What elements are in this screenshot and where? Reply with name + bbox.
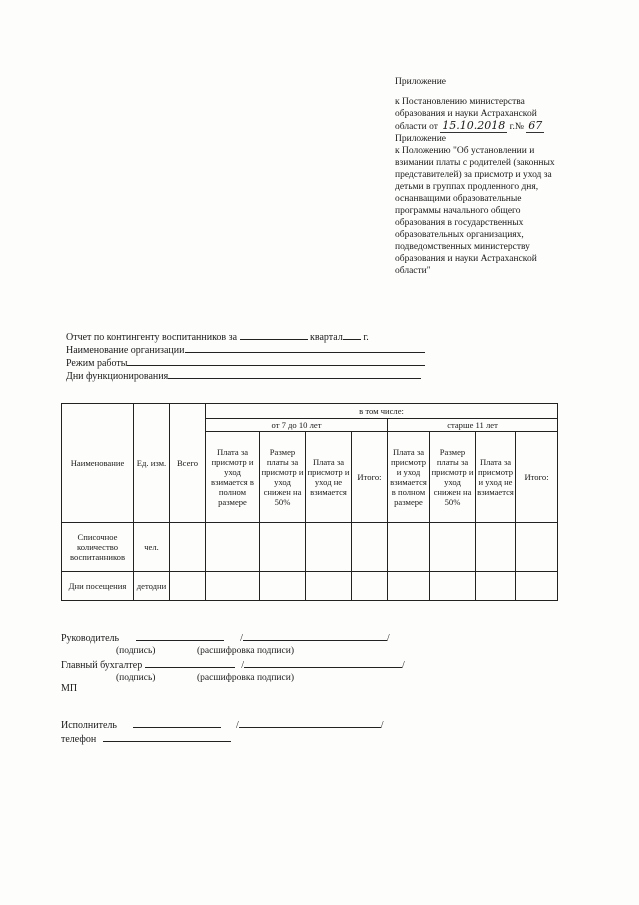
row1-unit: чел. (134, 523, 170, 572)
including-header: в том числе: (206, 404, 558, 419)
head-signature-line: Руководитель / / (61, 630, 390, 645)
days-line (66, 368, 421, 383)
appendix-body-line: взимании платы с родителей (законных (395, 158, 555, 168)
group-7-10-header: от 7 до 10 лет (206, 418, 388, 431)
table-cell[interactable] (430, 523, 476, 572)
table-cell[interactable] (388, 571, 430, 600)
phone-blank[interactable] (103, 731, 231, 742)
phone-label: телефон (61, 734, 97, 745)
row1-name: Списочное количество воспитанников (62, 523, 134, 572)
appendix-line: к Постановлению министерства (395, 97, 525, 107)
appendix-body-line: детьми в группах продленного дня, (395, 182, 539, 192)
year-label: г. (363, 332, 369, 343)
accountant-signature-line: Главный бухгалтер / / (61, 657, 405, 672)
g2-none-header: Плата за присмотр и уход не взимается (476, 431, 516, 522)
executor-line: Исполнитель / / (61, 717, 384, 732)
table-cell[interactable] (260, 523, 306, 572)
days-blank[interactable] (168, 368, 421, 379)
appendix-number-label: г.№ (509, 122, 524, 132)
org-blank[interactable] (185, 342, 425, 353)
table-cell[interactable] (352, 523, 388, 572)
appendix-body-line: образовательных организациях, (395, 230, 524, 240)
table-cell[interactable] (352, 571, 388, 600)
g2-reduced-header: Размер платы за присмотр и уход снижен на 50% (430, 431, 476, 522)
executor-signature-blank[interactable] (133, 717, 221, 728)
head-signature-caption: (подпись) (116, 646, 156, 656)
col-name-header: Наименование (62, 404, 134, 523)
group-11-header: старше 11 лет (388, 418, 558, 431)
accountant-signature-caption: (подпись) (116, 673, 156, 683)
table-row (62, 523, 558, 572)
appendix-date-line (395, 120, 575, 133)
quarter-blank[interactable] (240, 329, 308, 340)
accountant-decoding-caption: (расшифровка подписи) (197, 673, 294, 683)
accountant-label: Главный бухгалтер (61, 660, 143, 671)
table-cell[interactable] (260, 571, 306, 600)
table-cell[interactable] (388, 523, 430, 572)
head-signature-blank[interactable] (136, 630, 224, 641)
col-total-header: Всего (170, 404, 206, 523)
accountant-signature-blank[interactable] (145, 657, 235, 668)
table-cell[interactable] (306, 523, 352, 572)
row2-name: Дни посещения (62, 571, 134, 600)
handwritten-number: 67 (528, 119, 543, 132)
appendix-block (395, 76, 575, 277)
appendix-date-prefix: области от (395, 122, 438, 132)
executor-label: Исполнитель (61, 720, 117, 731)
appendix-body-line: образования и науки Астраханской (395, 254, 537, 264)
table-cell[interactable] (476, 571, 516, 600)
appendix-body-line: программы начального общего (395, 206, 521, 216)
table-cell[interactable] (170, 571, 206, 600)
appendix-body-line: образования в государственных (395, 218, 524, 228)
g2-total-header: Итого: (516, 431, 558, 522)
report-table (61, 403, 558, 601)
table-cell[interactable] (516, 523, 558, 572)
stamp-place: МП (61, 683, 78, 694)
org-label: Наименование организации (66, 345, 185, 356)
handwritten-date: 15.10.2018 (442, 119, 506, 132)
table-cell[interactable] (516, 571, 558, 600)
appendix-body (395, 145, 575, 277)
appendix-title-2: Приложение (395, 134, 446, 144)
g1-reduced-header: Размер платы за присмотр и уход снижен на 50% (260, 431, 306, 522)
g2-full-header: Плата за присмотр и уход взимается в полном размере (388, 431, 430, 522)
table-cell[interactable] (430, 571, 476, 600)
quarter-label: квартал (310, 332, 343, 343)
g1-full-header: Плата за присмотр и уход взимается в полном размере (206, 431, 260, 522)
table-cell[interactable] (170, 523, 206, 572)
appendix-body-line: представителей) за присмотр и уход за (395, 170, 552, 180)
g1-total-header: Итого: (352, 431, 388, 522)
appendix-body-line: к Положению "Об установлении и (395, 146, 535, 156)
year-blank[interactable] (343, 329, 361, 340)
table-cell[interactable] (476, 523, 516, 572)
phone-line (61, 731, 231, 746)
col-unit-header: Ед. изм. (134, 404, 170, 523)
row2-unit: детодни (134, 571, 170, 600)
appendix-body-line: оснанващими образовательные (395, 194, 522, 204)
executor-decoding-blank[interactable] (239, 717, 381, 728)
table-cell[interactable] (206, 571, 260, 600)
appendix-title: Приложение (395, 77, 446, 87)
appendix-body-line: подведомственных министерству (395, 242, 530, 252)
mode-label: Режим работы (66, 358, 128, 369)
table-cell[interactable] (206, 523, 260, 572)
table-row (62, 571, 558, 600)
appendix-body-line: области" (395, 266, 431, 276)
days-label: Дни функционирования (66, 371, 169, 382)
head-decoding-blank[interactable] (243, 630, 387, 641)
mode-blank[interactable] (127, 355, 425, 366)
head-label: Руководитель (61, 633, 120, 644)
appendix-line: образования и науки Астраханской (395, 109, 537, 119)
head-decoding-caption: (расшифровка подписи) (197, 646, 294, 656)
report-prefix: Отчет по контингенту воспитанников за (66, 332, 238, 343)
table-cell[interactable] (306, 571, 352, 600)
g1-none-header: Плата за присмотр и уход не взимается (306, 431, 352, 522)
accountant-decoding-blank[interactable] (244, 657, 402, 668)
